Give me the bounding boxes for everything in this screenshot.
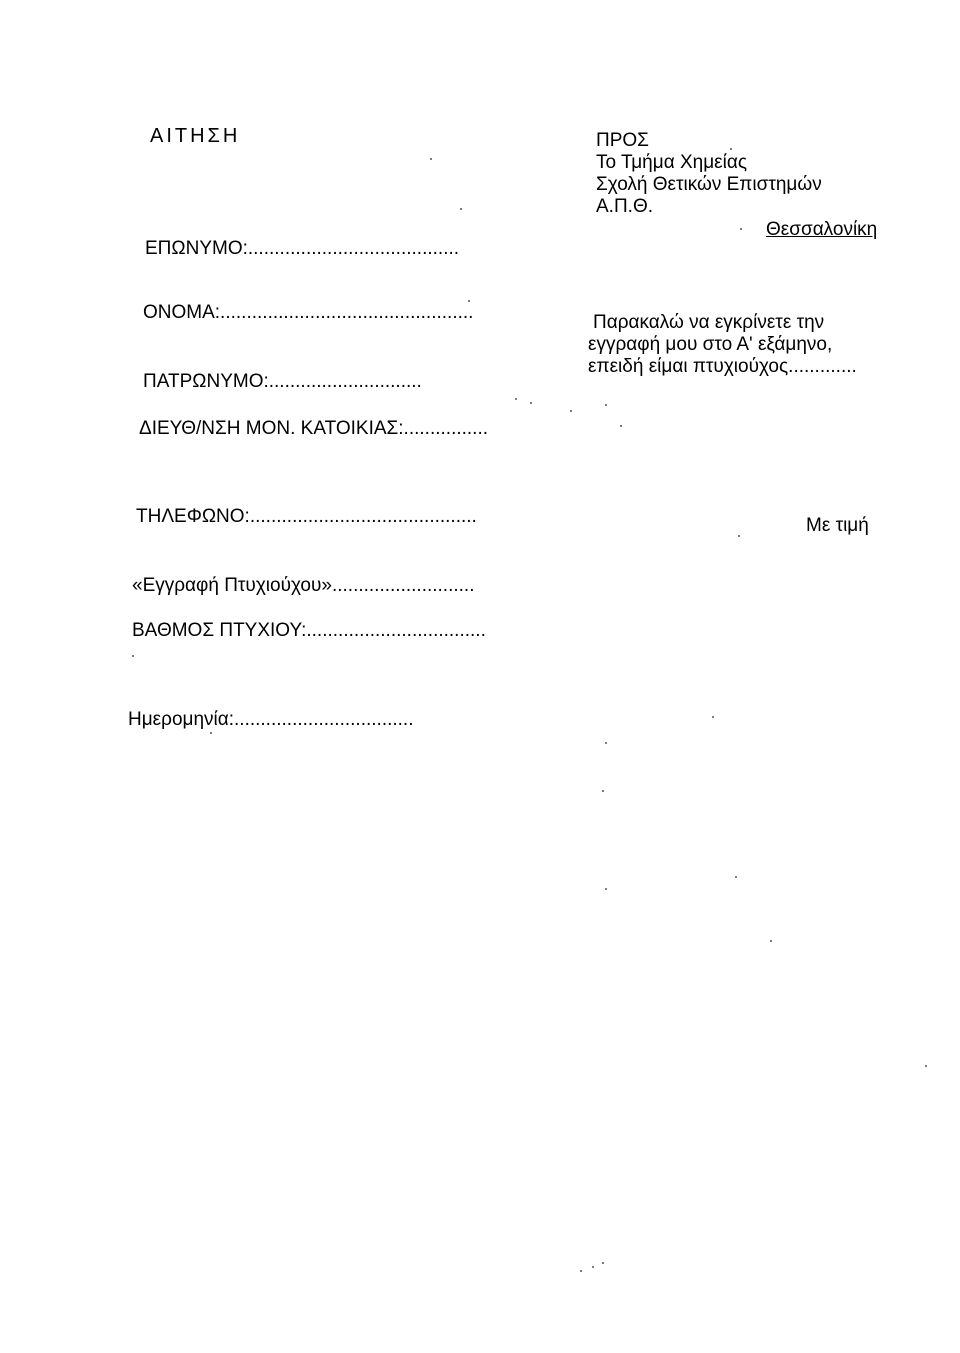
recipient-school: Σχολή Θετικών Επιστημών bbox=[596, 174, 822, 195]
request-line-2: εγγραφή μου στο Α' εξάμηνο, bbox=[588, 334, 833, 355]
name-field: ΟΝΟΜΑ:................................................ bbox=[143, 302, 474, 323]
request-line-1: Παρακαλώ να εγκρίνετε την bbox=[593, 312, 825, 333]
address-field: ΔΙΕΥΘ/ΝΣΗ ΜΟΝ. ΚΑΤΟΙΚΙΑΣ:................ bbox=[139, 418, 489, 439]
recipient-pros: ΠΡΟΣ bbox=[596, 130, 649, 151]
recipient-department: Το Τμήμα Χημείας bbox=[596, 152, 747, 173]
recipient-city: Θεσσαλονίκη bbox=[766, 219, 878, 240]
recipient-university: Α.Π.Θ. bbox=[596, 196, 654, 217]
graduate-entry-field: «Εγγραφή Πτυχιούχου»........................... bbox=[132, 575, 475, 596]
date-field: Ημερομηνία:.................................. bbox=[128, 709, 414, 730]
fathers-name-field: ΠΑΤΡΩΝΥΜΟ:............................. bbox=[143, 371, 422, 392]
document-title: ΑΙΤΗΣΗ bbox=[150, 125, 241, 147]
request-line-3: επειδή είμαι πτυχιούχος............. bbox=[588, 356, 857, 377]
degree-grade-field: ΒΑΘΜΟΣ ΠΤΥΧΙΟΥ:.................................. bbox=[132, 620, 486, 641]
phone-field: ΤΗΛΕΦΩΝΟ:........................................... bbox=[136, 506, 477, 527]
surname-field: ΕΠΩΝΥΜΟ:........................................ bbox=[145, 238, 460, 259]
closing-salutation: Με τιμή bbox=[806, 515, 869, 536]
